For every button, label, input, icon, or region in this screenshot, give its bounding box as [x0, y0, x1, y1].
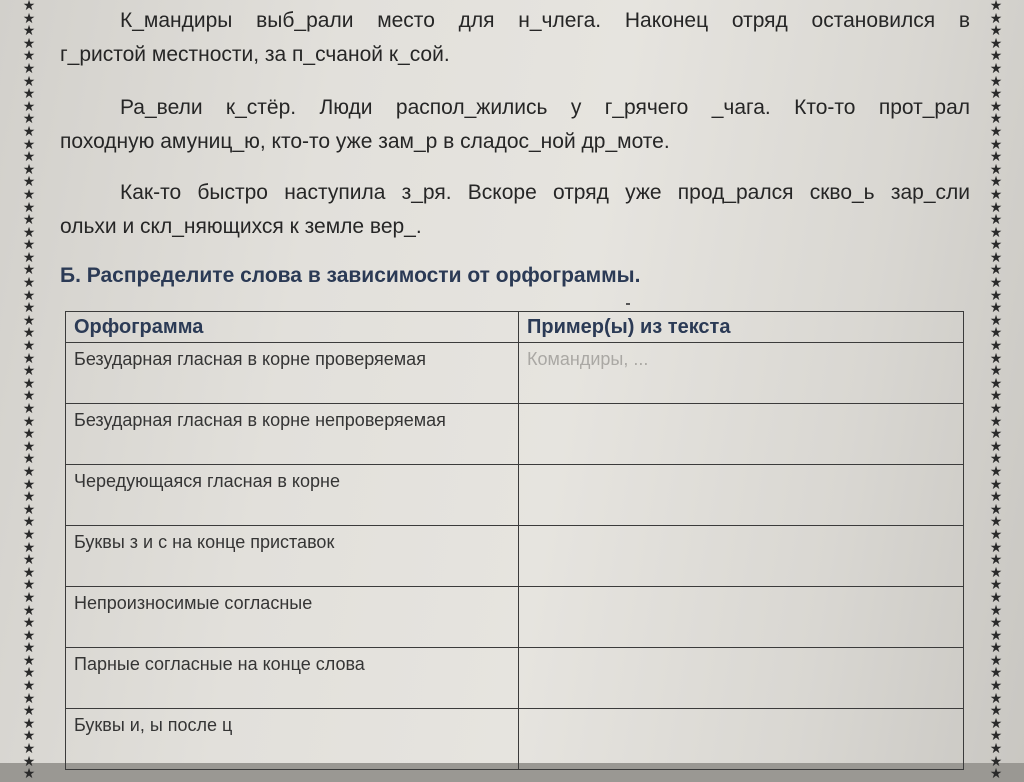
orthogram-table: [65, 311, 964, 770]
table-row: [66, 526, 964, 587]
example-cell[interactable]: [519, 404, 964, 465]
rule-cell: Безударная гласная в корне проверяемая: [66, 343, 519, 404]
star-border-left-icon: ★ ★ ★ ★ ★ ★ ★ ★ ★ ★ ★ ★ ★ ★ ★ ★ ★ ★ ★ ★ ★ ★ ★ ★ ★ ★ ★ ★ ★ ★ ★ ★ ★ ★ ★ ★ ★ ★ ★ ★ ★ ★ ★ ★ ★ ★ ★ ★ ★ ★ ★ ★ ★ ★ ★ ★ ★ ★ ★ ★ ★ ★: [22, 0, 36, 782]
pen-mark: [626, 303, 630, 305]
paragraph-2: [60, 91, 970, 159]
paragraph-line: ольхи и скл_няющихся к земле вер_.: [60, 215, 422, 238]
task-heading: Б. Распределите слова в зависимости от орфограммы.: [60, 264, 641, 287]
paragraph-line: походную амуниц_ю, кто-то уже зам_р в сладос_ной др_моте.: [60, 130, 670, 153]
example-cell[interactable]: [519, 587, 964, 648]
rule-cell: Чередующаяся гласная в корне: [66, 465, 519, 526]
paragraph-line: г_ристой местности, за п_счаной к_сой.: [60, 43, 450, 66]
rule-cell: Безударная гласная в корне непроверяемая: [66, 404, 519, 465]
example-cell[interactable]: [519, 526, 964, 587]
paragraph-line: Ра_вели к_стёр. Люди распол_жились у г_рячего _чага. Кто-то прот_рал: [120, 96, 970, 119]
table-row: [66, 587, 964, 648]
rule-cell: Буквы з и с на конце приставок: [66, 526, 519, 587]
table-header-row: [66, 312, 964, 343]
paragraph-3: [60, 176, 970, 244]
table-row: [66, 465, 964, 526]
paragraph-1: [60, 4, 970, 72]
table-row: [66, 648, 964, 709]
table-row: [66, 709, 964, 770]
example-cell[interactable]: [519, 465, 964, 526]
star-border-right-icon: ★ ★ ★ ★ ★ ★ ★ ★ ★ ★ ★ ★ ★ ★ ★ ★ ★ ★ ★ ★ ★ ★ ★ ★ ★ ★ ★ ★ ★ ★ ★ ★ ★ ★ ★ ★ ★ ★ ★ ★ ★ ★ ★ ★ ★ ★ ★ ★ ★ ★ ★ ★ ★ ★ ★ ★ ★ ★ ★ ★ ★ ★: [989, 0, 1003, 782]
rule-cell: Парные согласные на конце слова: [66, 648, 519, 709]
paragraph-line: Как-то быстро наступила з_ря. Вскоре отряд уже прод_рался скво_ь зар_сли: [120, 181, 970, 204]
example-cell[interactable]: [519, 648, 964, 709]
paragraph-line: К_мандиры выб_рали место для н_члега. Наконец отряд остановился в: [120, 9, 970, 32]
rule-cell: Непроизносимые согласные: [66, 587, 519, 648]
table-row: [66, 404, 964, 465]
example-cell[interactable]: Командиры, ...: [519, 343, 964, 404]
example-cell[interactable]: [519, 709, 964, 770]
rule-cell: Буквы и, ы после ц: [66, 709, 519, 770]
table-row: [66, 343, 964, 404]
column-header-orthogram: Орфограмма: [66, 312, 519, 343]
column-header-examples: Пример(ы) из текста: [519, 312, 964, 343]
